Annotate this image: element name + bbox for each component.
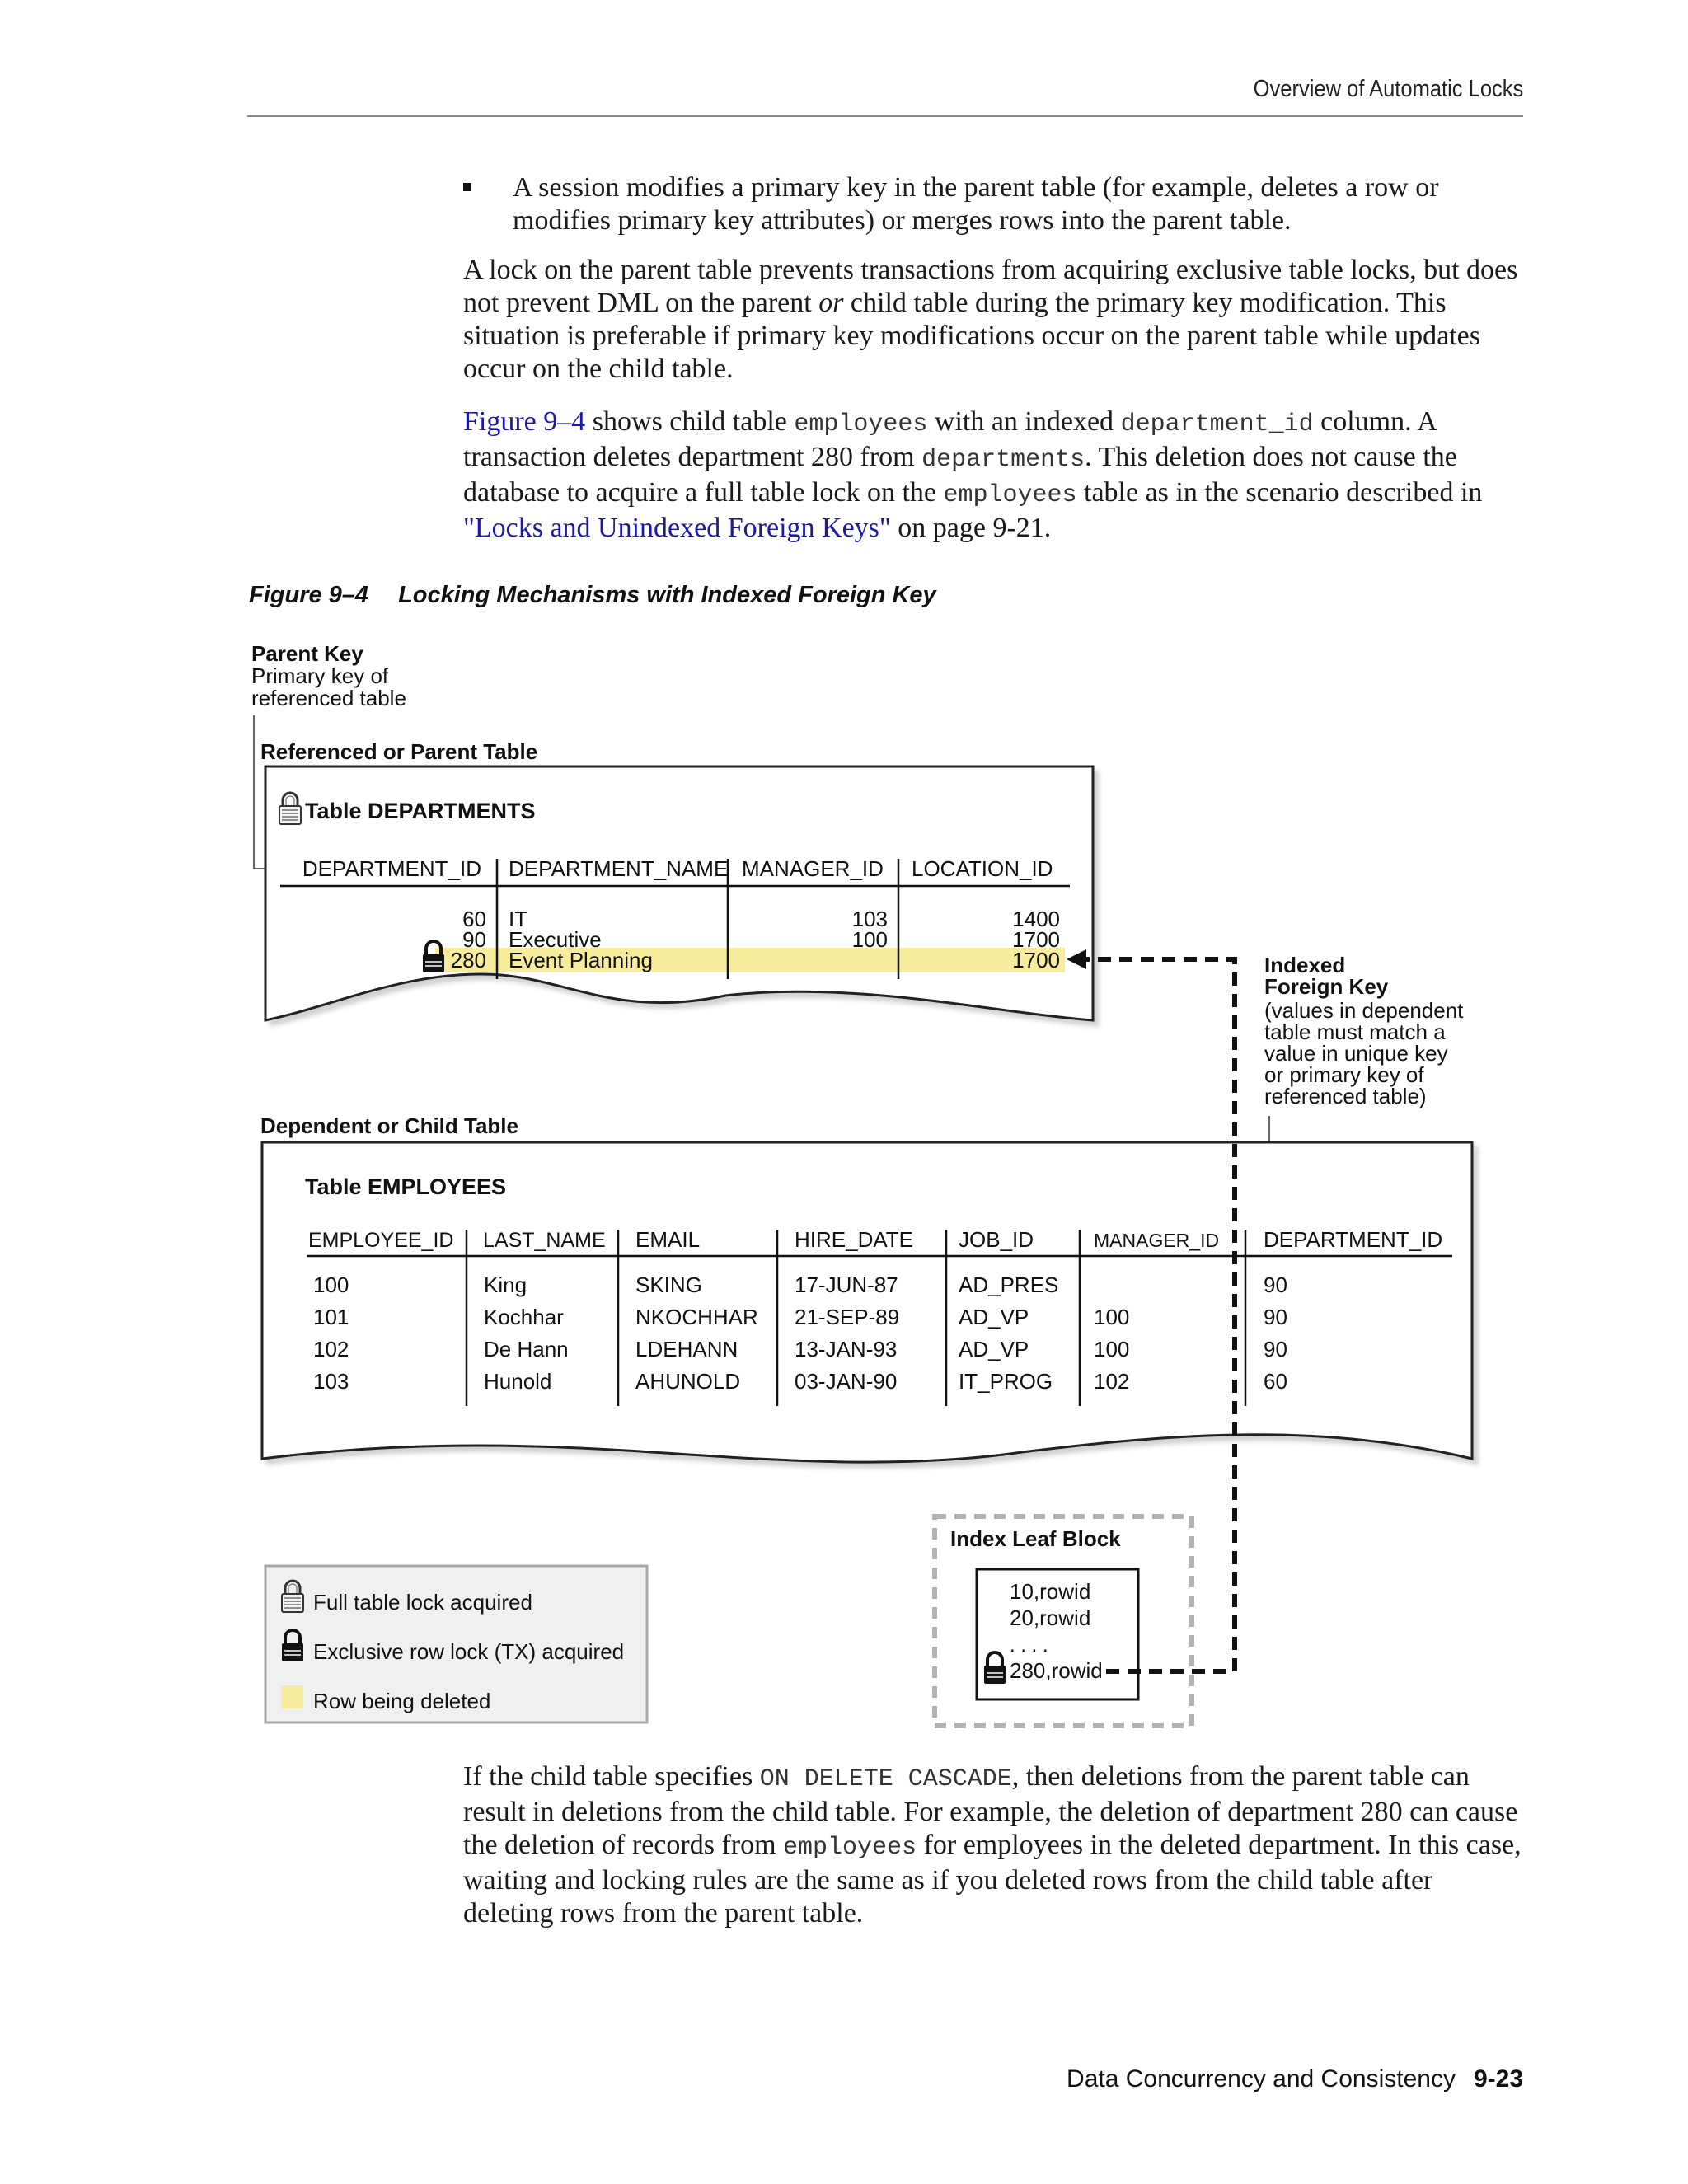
p3-code-2: employees xyxy=(783,1834,917,1862)
emp-cell: 90 xyxy=(1264,1272,1287,1297)
dept-cell: 103 xyxy=(851,907,888,931)
foreign-key-desc: or primary key of xyxy=(1264,1062,1424,1087)
figure-link[interactable]: Figure 9–4 xyxy=(463,406,586,437)
p1-text-a: A lock on the parent table prevents transactions from acquiring exclusive table locks, but does not prevent DML on the parent xyxy=(463,255,1518,318)
emp-cell: AD_VP xyxy=(959,1337,1029,1361)
foreign-key-desc: (values in dependent xyxy=(1264,998,1464,1023)
legend-row-lock: Exclusive row lock (TX) acquired xyxy=(313,1639,625,1664)
emp-cell: NKOCHHAR xyxy=(635,1305,758,1329)
legend-full-lock: Full table lock acquired xyxy=(313,1590,532,1615)
p3-code-1: ON DELETE CASCADE xyxy=(759,1765,1012,1793)
p1-emphasis: or xyxy=(818,288,844,318)
figure-title: Locking Mechanisms with Indexed Foreign Key xyxy=(398,582,936,608)
bullet-text: A session modifies a primary key in the parent table (for example, deletes a row or modifies primary key attributes) or merges rows into the parent table. xyxy=(513,172,1439,236)
footer-page-number: 9-23 xyxy=(1473,2065,1523,2093)
dept-col-header: LOCATION_ID xyxy=(912,856,1053,881)
emp-cell: Kochhar xyxy=(484,1305,564,1329)
p2-text-1: shows child table xyxy=(585,406,795,437)
section-link[interactable]: "Locks and Unindexed Foreign Keys" xyxy=(463,513,891,543)
section-title: Overview of Automatic Locks xyxy=(1253,76,1523,102)
index-entry: 280,rowid xyxy=(1010,1658,1103,1683)
emp-cell: IT_PROG xyxy=(959,1369,1053,1394)
figure-number: Figure 9–4 xyxy=(249,582,369,608)
emp-cell: King xyxy=(484,1272,528,1297)
dept-cell: Executive xyxy=(509,927,602,952)
emp-cell: 101 xyxy=(313,1305,349,1329)
index-entry: 20,rowid xyxy=(1010,1605,1091,1630)
dept-cell: 1700 xyxy=(1012,948,1060,972)
p2-text-5: table as in the scenario described in xyxy=(1076,477,1483,508)
p2-code-4: employees xyxy=(943,481,1077,509)
emp-col-header: JOB_ID xyxy=(959,1227,1034,1252)
child-table-label: Dependent or Child Table xyxy=(260,1113,518,1138)
emp-cell: AD_PRES xyxy=(959,1272,1059,1297)
emp-cell: AD_VP xyxy=(959,1305,1029,1329)
emp-cell: 103 xyxy=(313,1369,349,1394)
foreign-key-desc: referenced table) xyxy=(1264,1084,1427,1108)
emp-cell: Hunold xyxy=(484,1369,552,1394)
p2-code-3: departments xyxy=(921,446,1085,474)
dept-col-header: DEPARTMENT_ID xyxy=(302,856,481,881)
p3-text-1: If the child table specifies xyxy=(463,1761,760,1792)
index-leaf-title: Index Leaf Block xyxy=(950,1526,1121,1551)
dept-cell: 280 xyxy=(450,948,486,972)
emp-cell: 03-JAN-90 xyxy=(795,1369,898,1394)
dept-cell: 60 xyxy=(462,907,486,931)
p3-text-3: for employees in the deleted department. In this case, waiting and locking rules are the same as if you deleted rows from the child table after deleting rows from the parent table. xyxy=(463,1830,1522,1929)
employees-title: Table EMPLOYEES xyxy=(305,1174,507,1199)
emp-cell: De Hann xyxy=(484,1337,569,1361)
emp-cell: 21-SEP-89 xyxy=(795,1305,900,1329)
paragraph-cascade xyxy=(463,1760,1526,1930)
emp-cell: 102 xyxy=(313,1337,349,1361)
emp-cell: 100 xyxy=(1094,1337,1130,1361)
parent-key-desc-2: referenced table xyxy=(251,686,406,710)
departments-title: Table DEPARTMENTS xyxy=(305,799,536,823)
dept-cell: Event Planning xyxy=(509,948,653,972)
emp-cell: 13-JAN-93 xyxy=(795,1337,898,1361)
foreign-key-title-2: Foreign Key xyxy=(1264,974,1389,999)
dept-col-header: MANAGER_ID xyxy=(742,856,884,881)
parent-key-title: Parent Key xyxy=(251,641,363,666)
p2-text-3: column. A transaction deletes department 280 from xyxy=(463,406,1436,472)
emp-col-header: LAST_NAME xyxy=(483,1229,606,1252)
dept-col-header: DEPARTMENT_NAME xyxy=(509,856,729,881)
index-entry: 10,rowid xyxy=(1010,1579,1091,1604)
row-deleted-swatch xyxy=(281,1685,303,1708)
p2-text-2: with an indexed xyxy=(927,406,1121,437)
emp-cell: 60 xyxy=(1264,1369,1287,1394)
emp-cell: LDEHANN xyxy=(635,1337,738,1361)
p2-code-1: employees xyxy=(794,410,928,438)
emp-cell: SKING xyxy=(635,1272,702,1297)
foreign-key-desc: value in unique key xyxy=(1264,1041,1448,1066)
emp-cell: 17-JUN-87 xyxy=(795,1272,898,1297)
foreign-key-title-1: Indexed xyxy=(1264,953,1346,977)
emp-cell: 100 xyxy=(1094,1305,1130,1329)
parent-key-desc-1: Primary key of xyxy=(251,663,389,688)
p2-text-6: on page 9-21. xyxy=(890,513,1052,543)
dept-cell: IT xyxy=(509,907,528,931)
foreign-key-desc: table must match a xyxy=(1264,1019,1446,1044)
parent-table-label: Referenced or Parent Table xyxy=(260,739,538,764)
emp-col-header: EMPLOYEE_ID xyxy=(308,1229,454,1252)
dept-cell: 90 xyxy=(462,927,486,952)
emp-cell: 102 xyxy=(1094,1369,1130,1394)
emp-col-header: HIRE_DATE xyxy=(795,1227,913,1252)
footer-book-title: Data Concurrency and Consistency xyxy=(1067,2065,1456,2093)
emp-col-header: MANAGER_ID xyxy=(1094,1230,1220,1251)
p1-text-b: child table during the primary key modification. This situation is preferable if primary key modifications occur on the parent table while updates occur on the child table. xyxy=(463,288,1480,384)
emp-col-header: DEPARTMENT_ID xyxy=(1264,1227,1443,1252)
page-footer xyxy=(1067,2065,1523,2093)
dept-cell: 1700 xyxy=(1012,927,1060,952)
dept-cell: 1400 xyxy=(1012,907,1060,931)
emp-cell: 100 xyxy=(313,1272,349,1297)
p2-code-2: department_id xyxy=(1120,410,1314,438)
p2-text-4: . This deletion does not cause the database to acquire a full table lock on the xyxy=(463,442,1457,508)
index-entry: . . . . xyxy=(1010,1634,1048,1657)
emp-col-header: EMAIL xyxy=(635,1227,701,1252)
emp-cell: AHUNOLD xyxy=(635,1369,741,1394)
legend-row-deleted: Row being deleted xyxy=(313,1689,491,1713)
dept-cell: 100 xyxy=(851,927,888,952)
emp-cell: 90 xyxy=(1264,1337,1287,1361)
p3-text-2: , then deletions from the parent table can result in deletions from the child table. For example, the deletion of department 280 can cause the deletion of records from xyxy=(463,1761,1518,1860)
emp-cell: 90 xyxy=(1264,1305,1287,1329)
